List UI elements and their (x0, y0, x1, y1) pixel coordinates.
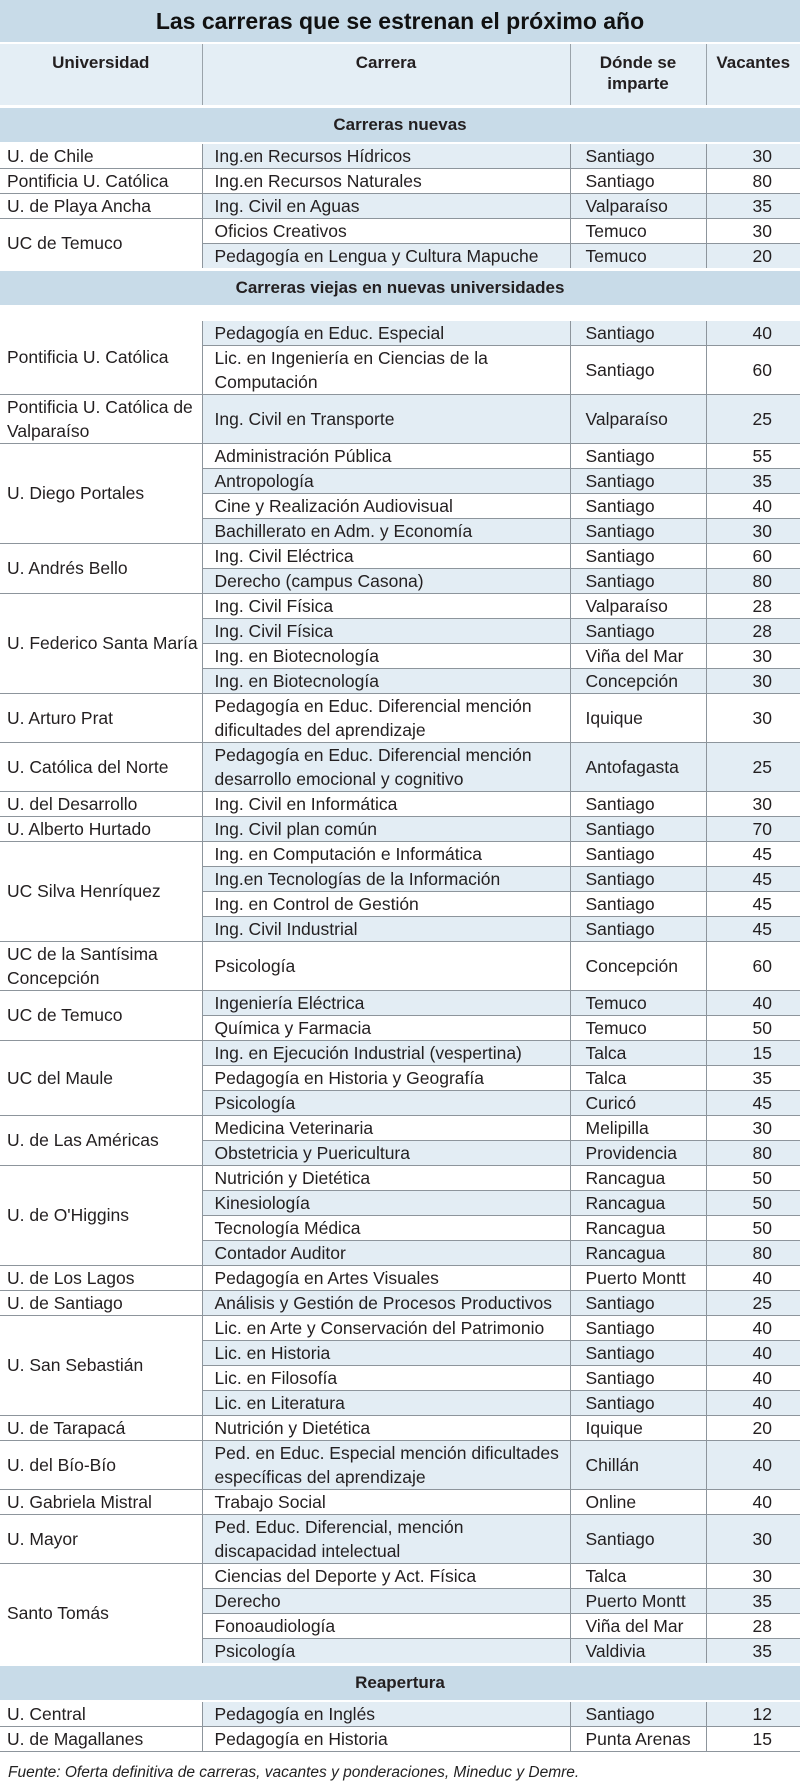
cell-carrera: Derecho (campus Casona) (202, 568, 570, 593)
cell-donde: Talca (570, 1563, 706, 1588)
cell-carrera: Trabajo Social (202, 1489, 570, 1514)
cell-universidad: U. Mayor (0, 1514, 202, 1563)
cell-donde: Chillán (570, 1440, 706, 1489)
cell-vacantes: 30 (706, 1115, 800, 1140)
cell-donde: Rancagua (570, 1165, 706, 1190)
table-row (0, 193, 800, 218)
cell-universidad: U. Andrés Bello (0, 543, 202, 593)
cell-carrera: Antropología (202, 468, 570, 493)
cell-carrera: Ped. Educ. Diferencial, mención discapacidad intelectual (202, 1514, 570, 1563)
cell-vacantes: 80 (706, 568, 800, 593)
cell-carrera: Ing.en Recursos Hídricos (202, 143, 570, 169)
cell-universidad: UC de Temuco (0, 218, 202, 269)
table-row (0, 1265, 800, 1290)
cell-vacantes: 30 (706, 1514, 800, 1563)
cell-universidad: U. de Magallanes (0, 1726, 202, 1751)
cell-vacantes: 30 (706, 1563, 800, 1588)
cell-carrera: Nutrición y Dietética (202, 1165, 570, 1190)
cell-vacantes: 40 (706, 990, 800, 1015)
cell-donde: Santiago (570, 816, 706, 841)
cell-vacantes: 80 (706, 168, 800, 193)
table-row (0, 841, 800, 866)
cell-vacantes: 15 (706, 1040, 800, 1065)
cell-carrera: Lic. en Filosofía (202, 1365, 570, 1390)
table-row (0, 693, 800, 742)
careers-table (0, 44, 800, 1752)
cell-vacantes: 30 (706, 693, 800, 742)
cell-universidad: U. de Chile (0, 143, 202, 169)
table-row (0, 143, 800, 169)
cell-carrera: Ing. Civil Eléctrica (202, 543, 570, 568)
cell-carrera: Ing. en Ejecución Industrial (vespertina) (202, 1040, 570, 1065)
header-carrera: Carrera (202, 44, 570, 106)
cell-universidad: Pontificia U. Católica de Valparaíso (0, 394, 202, 443)
cell-donde: Santiago (570, 1315, 706, 1340)
cell-universidad: U. de Los Lagos (0, 1265, 202, 1290)
cell-carrera: Ing. en Computación e Informática (202, 841, 570, 866)
cell-universidad: U. Central (0, 1701, 202, 1727)
cell-carrera: Ing.en Tecnologías de la Información (202, 866, 570, 891)
cell-carrera: Ing. Civil plan común (202, 816, 570, 841)
cell-universidad: U. de Las Américas (0, 1115, 202, 1165)
section-header (0, 106, 800, 143)
cell-vacantes: 40 (706, 321, 800, 346)
cell-carrera: Psicología (202, 1638, 570, 1664)
cell-donde: Rancagua (570, 1240, 706, 1265)
cell-donde: Santiago (570, 568, 706, 593)
cell-vacantes: 55 (706, 443, 800, 468)
cell-universidad: U. de Santiago (0, 1290, 202, 1315)
cell-vacantes: 25 (706, 1290, 800, 1315)
cell-vacantes: 35 (706, 468, 800, 493)
cell-vacantes: 45 (706, 916, 800, 941)
cell-carrera: Kinesiología (202, 1190, 570, 1215)
cell-donde: Online (570, 1489, 706, 1514)
cell-carrera: Cine y Realización Audiovisual (202, 493, 570, 518)
cell-vacantes: 50 (706, 1015, 800, 1040)
table-row (0, 941, 800, 990)
cell-vacantes: 60 (706, 345, 800, 394)
table-row (0, 321, 800, 346)
cell-universidad: U. del Desarrollo (0, 791, 202, 816)
section-header (0, 269, 800, 306)
cell-vacantes: 28 (706, 593, 800, 618)
cell-donde: Santiago (570, 1340, 706, 1365)
cell-donde: Valparaíso (570, 593, 706, 618)
table-row (0, 1040, 800, 1065)
cell-donde: Santiago (570, 143, 706, 169)
cell-universidad: U. Alberto Hurtado (0, 816, 202, 841)
table-row (0, 742, 800, 791)
cell-vacantes: 35 (706, 1065, 800, 1090)
cell-carrera: Pedagogía en Historia y Geografía (202, 1065, 570, 1090)
cell-carrera: Tecnología Médica (202, 1215, 570, 1240)
cell-carrera: Ing. en Control de Gestión (202, 891, 570, 916)
cell-carrera: Lic. en Ingeniería en Ciencias de la Computación (202, 345, 570, 394)
cell-vacantes: 25 (706, 394, 800, 443)
cell-donde: Valparaíso (570, 394, 706, 443)
cell-carrera: Derecho (202, 1588, 570, 1613)
cell-donde: Concepción (570, 668, 706, 693)
cell-vacantes: 60 (706, 941, 800, 990)
cell-vacantes: 12 (706, 1701, 800, 1727)
table-row (0, 1315, 800, 1340)
cell-carrera: Ing. en Biotecnología (202, 668, 570, 693)
cell-universidad: U. de O'Higgins (0, 1165, 202, 1265)
cell-universidad: U. del Bío-Bío (0, 1440, 202, 1489)
cell-carrera: Ing. Civil Física (202, 593, 570, 618)
cell-carrera: Ing. Civil en Aguas (202, 193, 570, 218)
table-row (0, 1290, 800, 1315)
cell-carrera: Análisis y Gestión de Procesos Productivos (202, 1290, 570, 1315)
cell-vacantes: 28 (706, 618, 800, 643)
cell-vacantes: 40 (706, 1440, 800, 1489)
table-row (0, 1115, 800, 1140)
table-header (0, 44, 800, 106)
cell-donde: Santiago (570, 1514, 706, 1563)
cell-universidad: U. Diego Portales (0, 443, 202, 543)
table-row (0, 1415, 800, 1440)
table-row (0, 1440, 800, 1489)
header-universidad: Universidad (0, 44, 202, 106)
cell-donde: Melipilla (570, 1115, 706, 1140)
cell-donde: Antofagasta (570, 742, 706, 791)
section-label: Reapertura (0, 1664, 800, 1701)
cell-vacantes: 70 (706, 816, 800, 841)
cell-carrera: Contador Auditor (202, 1240, 570, 1265)
cell-donde: Rancagua (570, 1190, 706, 1215)
cell-donde: Iquique (570, 1415, 706, 1440)
cell-carrera: Química y Farmacia (202, 1015, 570, 1040)
cell-donde: Santiago (570, 345, 706, 394)
cell-vacantes: 50 (706, 1215, 800, 1240)
cell-vacantes: 80 (706, 1140, 800, 1165)
source-footnote: Fuente: Oferta definitiva de carreras, vacantes y ponderaciones, Mineduc y Demre. (8, 1763, 580, 1781)
cell-vacantes: 40 (706, 1340, 800, 1365)
cell-donde: Temuco (570, 218, 706, 243)
table-row (0, 791, 800, 816)
table-row (0, 543, 800, 568)
cell-vacantes: 15 (706, 1726, 800, 1751)
table-row (0, 990, 800, 1015)
cell-donde: Curicó (570, 1090, 706, 1115)
cell-universidad: U. Gabriela Mistral (0, 1489, 202, 1514)
table-row (0, 816, 800, 841)
cell-universidad: U. de Playa Ancha (0, 193, 202, 218)
cell-carrera: Fonoaudiología (202, 1613, 570, 1638)
cell-carrera: Pedagogía en Educ. Especial (202, 321, 570, 346)
cell-donde: Santiago (570, 543, 706, 568)
cell-universidad: U. Arturo Prat (0, 693, 202, 742)
header-donde: Dónde se imparte (570, 44, 706, 106)
cell-carrera: Ciencias del Deporte y Act. Física (202, 1563, 570, 1588)
table-row (0, 443, 800, 468)
cell-carrera: Ing.en Recursos Naturales (202, 168, 570, 193)
cell-vacantes: 35 (706, 1588, 800, 1613)
cell-donde: Santiago (570, 1701, 706, 1727)
cell-donde: Punta Arenas (570, 1726, 706, 1751)
cell-donde: Providencia (570, 1140, 706, 1165)
cell-carrera: Pedagogía en Inglés (202, 1701, 570, 1727)
cell-universidad: U. Federico Santa María (0, 593, 202, 693)
cell-donde: Santiago (570, 841, 706, 866)
cell-donde: Puerto Montt (570, 1588, 706, 1613)
cell-donde: Iquique (570, 693, 706, 742)
table-body (0, 106, 800, 1751)
cell-universidad: Santo Tomás (0, 1563, 202, 1664)
cell-vacantes: 45 (706, 1090, 800, 1115)
cell-donde: Santiago (570, 916, 706, 941)
cell-donde: Santiago (570, 891, 706, 916)
cell-donde: Santiago (570, 1290, 706, 1315)
cell-donde: Santiago (570, 618, 706, 643)
cell-vacantes: 40 (706, 493, 800, 518)
cell-vacantes: 30 (706, 518, 800, 543)
cell-donde: Santiago (570, 866, 706, 891)
cell-carrera: Ing. Civil en Transporte (202, 394, 570, 443)
cell-carrera: Ped. en Educ. Especial mención dificultades específicas del aprendizaje (202, 1440, 570, 1489)
cell-universidad: U. San Sebastián (0, 1315, 202, 1415)
cell-donde: Santiago (570, 791, 706, 816)
table-row (0, 1563, 800, 1588)
cell-carrera: Lic. en Literatura (202, 1390, 570, 1415)
cell-vacantes: 20 (706, 1415, 800, 1440)
table-row (0, 1701, 800, 1727)
table-row (0, 593, 800, 618)
cell-vacantes: 50 (706, 1165, 800, 1190)
cell-universidad: Pontificia U. Católica (0, 321, 202, 395)
table-row (0, 1489, 800, 1514)
cell-carrera: Pedagogía en Lengua y Cultura Mapuche (202, 243, 570, 269)
cell-vacantes: 30 (706, 791, 800, 816)
cell-universidad: UC Silva Henríquez (0, 841, 202, 941)
table-row (0, 1726, 800, 1751)
cell-carrera: Bachillerato en Adm. y Economía (202, 518, 570, 543)
cell-vacantes: 35 (706, 1638, 800, 1664)
cell-universidad: Pontificia U. Católica (0, 168, 202, 193)
cell-carrera: Ingeniería Eléctrica (202, 990, 570, 1015)
cell-vacantes: 28 (706, 1613, 800, 1638)
cell-donde: Viña del Mar (570, 643, 706, 668)
header-vacantes: Vacantes (706, 44, 800, 106)
cell-carrera: Psicología (202, 1090, 570, 1115)
cell-vacantes: 45 (706, 866, 800, 891)
cell-donde: Santiago (570, 168, 706, 193)
cell-universidad: UC del Maule (0, 1040, 202, 1115)
table-row (0, 218, 800, 243)
cell-carrera: Ing. Civil Física (202, 618, 570, 643)
cell-donde: Concepción (570, 941, 706, 990)
cell-vacantes: 20 (706, 243, 800, 269)
cell-donde: Santiago (570, 493, 706, 518)
title-bar (0, 0, 800, 44)
cell-vacantes: 30 (706, 143, 800, 169)
cell-donde: Santiago (570, 443, 706, 468)
cell-donde: Puerto Montt (570, 1265, 706, 1290)
cell-vacantes: 40 (706, 1315, 800, 1340)
cell-donde: Temuco (570, 1015, 706, 1040)
cell-donde: Santiago (570, 1390, 706, 1415)
page-title: Las carreras que se estrenan el próximo año (155, 7, 645, 34)
cell-donde: Santiago (570, 518, 706, 543)
cell-carrera: Psicología (202, 941, 570, 990)
cell-carrera: Nutrición y Dietética (202, 1415, 570, 1440)
cell-donde: Rancagua (570, 1215, 706, 1240)
table-row (0, 394, 800, 443)
cell-carrera: Lic. en Arte y Conservación del Patrimonio (202, 1315, 570, 1340)
cell-universidad: U. Católica del Norte (0, 742, 202, 791)
section-label: Carreras nuevas (0, 106, 800, 143)
cell-vacantes: 40 (706, 1365, 800, 1390)
cell-vacantes: 60 (706, 543, 800, 568)
cell-carrera: Administración Pública (202, 443, 570, 468)
cell-vacantes: 35 (706, 193, 800, 218)
cell-carrera: Oficios Creativos (202, 218, 570, 243)
cell-carrera: Ing. Civil Industrial (202, 916, 570, 941)
cell-carrera: Pedagogía en Historia (202, 1726, 570, 1751)
cell-donde: Valdivia (570, 1638, 706, 1664)
cell-carrera: Ing. Civil en Informática (202, 791, 570, 816)
cell-donde: Temuco (570, 990, 706, 1015)
cell-carrera: Pedagogía en Educ. Diferencial mención desarrollo emocional y cognitivo (202, 742, 570, 791)
cell-vacantes: 45 (706, 841, 800, 866)
table-row (0, 1165, 800, 1190)
cell-vacantes: 30 (706, 668, 800, 693)
cell-vacantes: 40 (706, 1390, 800, 1415)
cell-donde: Santiago (570, 468, 706, 493)
cell-vacantes: 40 (706, 1265, 800, 1290)
cell-donde: Santiago (570, 321, 706, 346)
cell-donde: Talca (570, 1065, 706, 1090)
cell-universidad: UC de la Santísima Concepción (0, 941, 202, 990)
cell-donde: Valparaíso (570, 193, 706, 218)
table-row (0, 1514, 800, 1563)
cell-carrera: Pedagogía en Artes Visuales (202, 1265, 570, 1290)
cell-vacantes: 30 (706, 218, 800, 243)
cell-donde: Santiago (570, 1365, 706, 1390)
cell-vacantes: 80 (706, 1240, 800, 1265)
cell-vacantes: 50 (706, 1190, 800, 1215)
table-row (0, 168, 800, 193)
cell-carrera: Medicina Veterinaria (202, 1115, 570, 1140)
cell-vacantes: 30 (706, 643, 800, 668)
cell-donde: Viña del Mar (570, 1613, 706, 1638)
cell-carrera: Obstetricia y Puericultura (202, 1140, 570, 1165)
cell-vacantes: 40 (706, 1489, 800, 1514)
section-header (0, 1664, 800, 1701)
cell-vacantes: 45 (706, 891, 800, 916)
cell-donde: Talca (570, 1040, 706, 1065)
cell-vacantes: 25 (706, 742, 800, 791)
cell-carrera: Lic. en Historia (202, 1340, 570, 1365)
cell-carrera: Ing. en Biotecnología (202, 643, 570, 668)
cell-universidad: UC de Temuco (0, 990, 202, 1040)
section-label: Carreras viejas en nuevas universidades (0, 269, 800, 306)
cell-donde: Temuco (570, 243, 706, 269)
cell-carrera: Pedagogía en Educ. Diferencial mención dificultades del aprendizaje (202, 693, 570, 742)
cell-universidad: U. de Tarapacá (0, 1415, 202, 1440)
